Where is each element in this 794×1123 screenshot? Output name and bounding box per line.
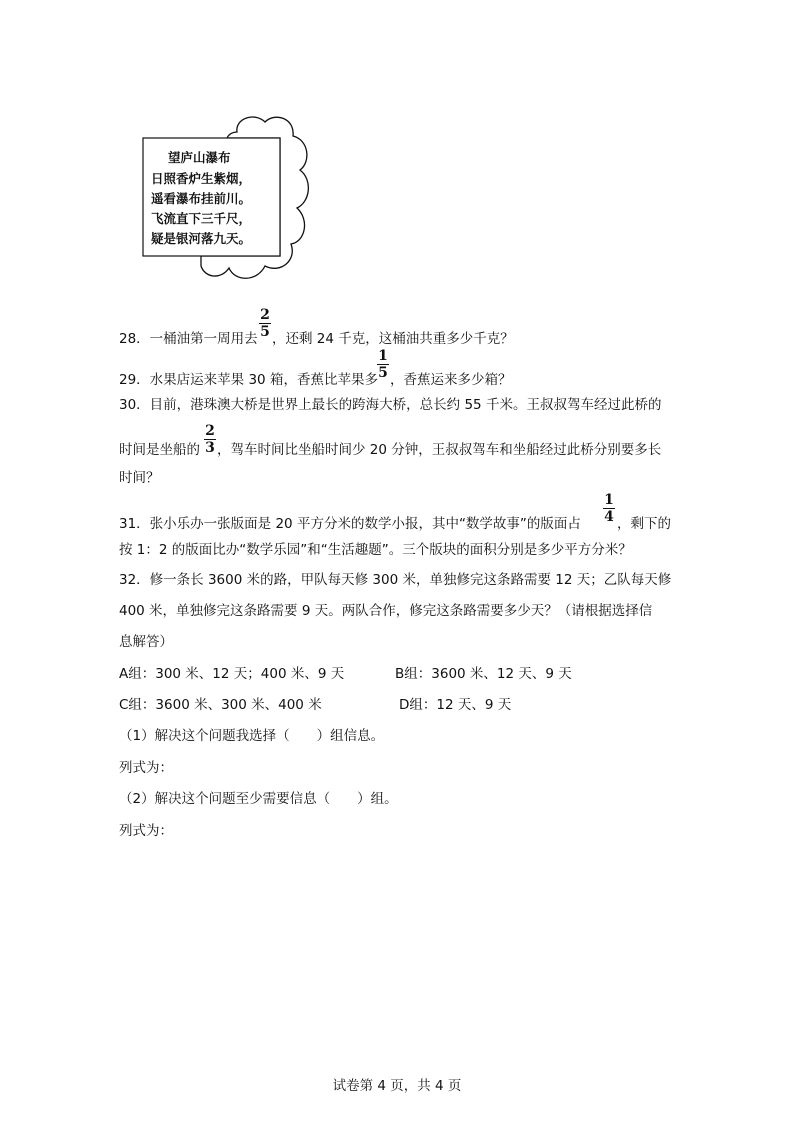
q32-sub-question-1: （1）解决这个问题我选择（ ）组信息。 [119, 728, 385, 744]
q30-line-2-after: ，驾车时间比坐船时间少 20 分钟，王叔叔驾车和坐船经过此桥分别要多长 [217, 442, 662, 458]
q31-denominator: 4 [604, 509, 614, 525]
q30-line-2-before: 时间是坐船的 [119, 442, 200, 458]
q32-formula-1-label: 列式为： [119, 760, 173, 776]
poem-title: 望庐山瀑布 [168, 150, 231, 165]
poem-line-1: 日照香炉生紫烟， [151, 171, 252, 186]
q30-line-1: 30．目前，港珠澳大桥是世界上最长的跨海大桥，总长约 55 千米。王叔叔驾车经过此桥的 [119, 397, 662, 413]
poem-line-2: 遥看瀑布挂前川。 [151, 191, 252, 206]
q31-line-1-after: ，剩下的 [617, 516, 671, 532]
q30-line-3: 时间？ [119, 470, 160, 486]
q32-line-2: 400 米，单独修完这条路需要 9 天。两队合作，修完这条路需要多少天？（请根据选择信 [119, 603, 653, 619]
q32-option-a: A组：300 米、12 天；400 米、9 天 [119, 666, 345, 682]
q30-denominator: 3 [205, 440, 215, 456]
q30-fraction [204, 424, 216, 455]
poem-line-4: 疑是银河落九天。 [151, 231, 252, 246]
q28-numerator: 2 [260, 307, 270, 323]
q32-line-1: 32．修一条长 3600 米的路，甲队每天修 300 米，单独修完这条路需要 12 天；乙队每天修 [119, 572, 672, 588]
q32-option-c: C组：3600 米、300 米、400 米 [119, 697, 322, 713]
q32-formula-2-label: 列式为： [119, 823, 173, 839]
poem-line-3: 飞流直下三千尺， [151, 211, 252, 226]
q32-sub-question-2: （2）解决这个问题至少需要信息（ ）组。 [119, 791, 398, 807]
q31-fraction [603, 493, 615, 524]
q32-option-d: D组：12 天、9 天 [399, 697, 512, 713]
poem-cloud-figure [135, 110, 315, 290]
q31-line-1-before: 31．张小乐办一张版面是 20 平方分米的数学小报，其中“数学故事”的版面占 [119, 516, 581, 532]
page-footer: 试卷第 4 页，共 4 页 [332, 1078, 462, 1094]
q29-numerator: 1 [378, 348, 388, 364]
q29-denominator: 5 [378, 365, 388, 381]
q31-line-2: 按 1：2 的版面比办“数学乐园”和“生活趣题”。三个版块的面积分别是多少平方分米？ [119, 542, 632, 558]
q29-fraction [377, 349, 389, 380]
q28-text-after: ，还剩 24 千克，这桶油共重多少千克？ [272, 331, 514, 347]
q28-denominator: 5 [260, 324, 270, 340]
q28-text-before: 28．一桶油第一周用去 [119, 331, 258, 347]
q29-text-after: ，香蕉运来多少箱？ [390, 372, 512, 388]
q29-text-before: 29．水果店运来苹果 30 箱，香蕉比苹果多 [119, 372, 378, 388]
q32-option-b: B组：3600 米、12 天、9 天 [395, 666, 572, 682]
q31-numerator: 1 [604, 492, 614, 508]
q32-line-3: 息解答） [119, 634, 173, 650]
q28-fraction [259, 308, 271, 339]
q30-numerator: 2 [205, 423, 215, 439]
